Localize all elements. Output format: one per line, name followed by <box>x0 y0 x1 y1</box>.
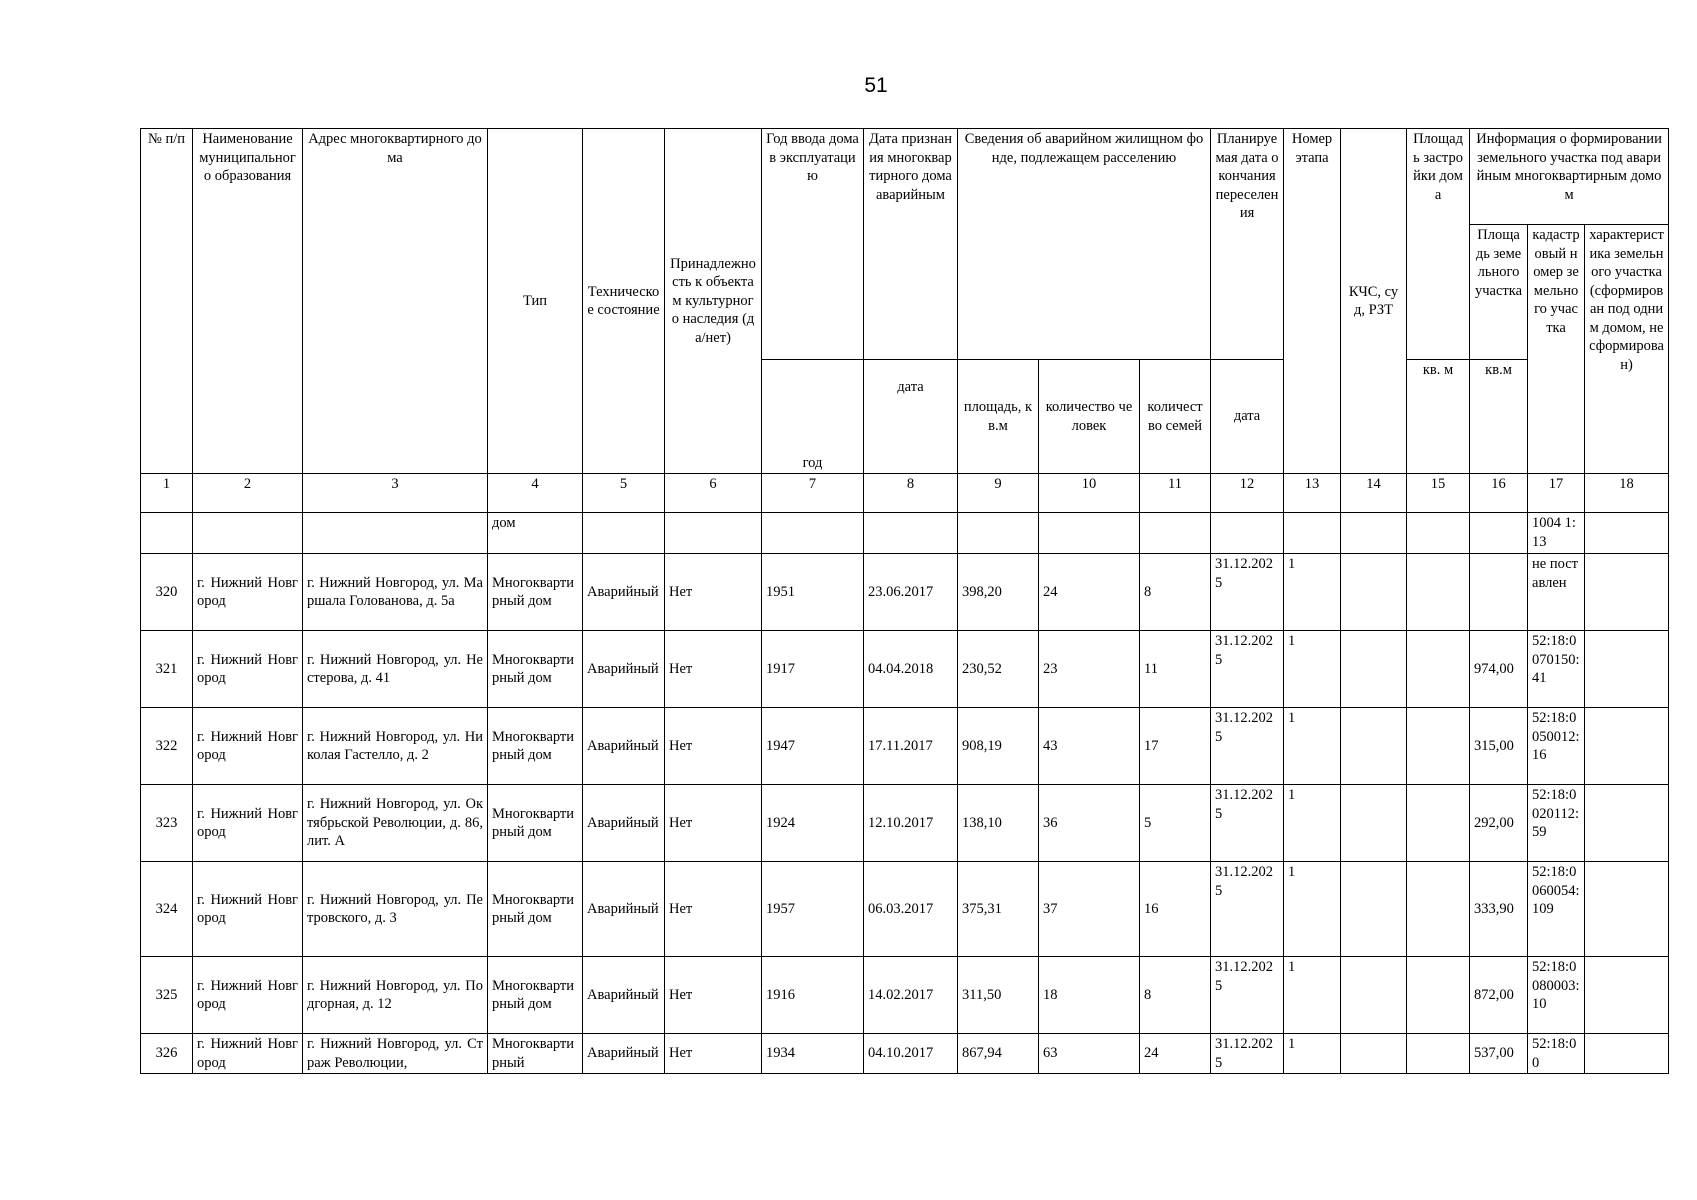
hdr-group-land-plot: Информация о формировании земельного участка под аварийным многоквартирным домом <box>1470 129 1669 225</box>
cell-cadastral: 52:18:0020112:59 <box>1528 785 1585 862</box>
page-number: 51 <box>864 74 888 97</box>
cell-year: 1917 <box>762 631 864 708</box>
cell-people: 63 <box>1039 1034 1140 1074</box>
cell-land-char <box>1585 957 1669 1034</box>
cell-state: Аварийный <box>583 1034 665 1074</box>
cell-built-area <box>1407 1034 1470 1074</box>
cell-date: 06.03.2017 <box>864 862 958 957</box>
cell-stage: 1 <box>1284 708 1341 785</box>
cell-area: 311,50 <box>958 957 1039 1034</box>
cell-land-area <box>1470 554 1528 631</box>
cell-year: 1924 <box>762 785 864 862</box>
cell-end-date: 31.12.2025 <box>1211 957 1284 1034</box>
cell-kchs <box>1341 1034 1407 1074</box>
cell-land-area: 974,00 <box>1470 631 1528 708</box>
cell-municipality: г. Нижний Новгород <box>193 957 303 1034</box>
hdr-year: Год ввода дома в эксплуатацию <box>762 129 864 360</box>
hdr-heritage: Принадлежность к объектам культурного наследия (да/нет) <box>665 129 762 474</box>
cell-year: 1947 <box>762 708 864 785</box>
cell-cadastral: 52:18:0070150:41 <box>1528 631 1585 708</box>
hdr-stage: Номер этапа <box>1284 129 1341 474</box>
cell-built-area <box>1407 957 1470 1034</box>
cell-cadastral: 52:18:00 <box>1528 1034 1585 1074</box>
cell-land-char <box>1585 631 1669 708</box>
hdr-land-char: характеристика земельного участка (сформирован под одним домом, не сформирован) <box>1585 225 1669 474</box>
continuation-type: дом <box>488 513 583 554</box>
column-number: 13 <box>1284 474 1341 513</box>
cell-kchs <box>1341 785 1407 862</box>
cell-heritage: Нет <box>665 708 762 785</box>
cell-address: г. Нижний Новгород, ул. Подгорная, д. 12 <box>303 957 488 1034</box>
hdr-land-area: Площадь земельного участка <box>1470 225 1528 360</box>
cell-land-area: 537,00 <box>1470 1034 1528 1074</box>
hdr-group-emergency-fund: Сведения об аварийном жилищном фонде, подлежащем расселению <box>958 129 1211 360</box>
cell-type: Многоквартирный дом <box>488 708 583 785</box>
column-number: 2 <box>193 474 303 513</box>
cell-kchs <box>1341 554 1407 631</box>
column-number: 14 <box>1341 474 1407 513</box>
hdr-date: Дата признания многоквартирного дома аварийным <box>864 129 958 360</box>
column-number: 11 <box>1140 474 1211 513</box>
hdr-land-area-unit: кв.м <box>1470 360 1528 474</box>
cell-num: 322 <box>141 708 193 785</box>
column-number-row <box>141 474 1669 513</box>
cell-built-area <box>1407 785 1470 862</box>
column-number: 4 <box>488 474 583 513</box>
table-row <box>141 554 1669 631</box>
hdr-municipality: Наименование муниципального образования <box>193 129 303 474</box>
cell-people: 23 <box>1039 631 1140 708</box>
cell-people: 37 <box>1039 862 1140 957</box>
cell-state: Аварийный <box>583 785 665 862</box>
cell-date: 04.04.2018 <box>864 631 958 708</box>
cell-address: г. Нижний Новгород, ул. Маршала Голованова, д. 5а <box>303 554 488 631</box>
cell-end-date: 31.12.2025 <box>1211 862 1284 957</box>
cell-kchs <box>1341 631 1407 708</box>
column-number: 12 <box>1211 474 1284 513</box>
hdr-built-area: Площадь застройки дома <box>1407 129 1470 360</box>
cell-built-area <box>1407 631 1470 708</box>
cell-land-char <box>1585 785 1669 862</box>
cell-year: 1957 <box>762 862 864 957</box>
cell-num: 320 <box>141 554 193 631</box>
column-number: 5 <box>583 474 665 513</box>
cell-date: 12.10.2017 <box>864 785 958 862</box>
hdr-end-date: Планируемая дата окончания переселения <box>1211 129 1284 360</box>
cell-people: 24 <box>1039 554 1140 631</box>
cell-municipality: г. Нижний Новгород <box>193 631 303 708</box>
hdr-type: Тип <box>488 129 583 474</box>
cell-num: 321 <box>141 631 193 708</box>
cell-families: 8 <box>1140 554 1211 631</box>
cell-address: г. Нижний Новгород, ул. Петровского, д. 3 <box>303 862 488 957</box>
cell-stage: 1 <box>1284 1034 1341 1074</box>
cell-date: 23.06.2017 <box>864 554 958 631</box>
cell-num: 323 <box>141 785 193 862</box>
column-number: 8 <box>864 474 958 513</box>
cell-end-date: 31.12.2025 <box>1211 554 1284 631</box>
cell-state: Аварийный <box>583 554 665 631</box>
hdr-date-unit: дата <box>864 360 958 474</box>
cell-stage: 1 <box>1284 862 1341 957</box>
cell-land-char <box>1585 708 1669 785</box>
column-number: 15 <box>1407 474 1470 513</box>
cell-people: 36 <box>1039 785 1140 862</box>
column-number: 9 <box>958 474 1039 513</box>
cell-area: 908,19 <box>958 708 1039 785</box>
cell-kchs <box>1341 708 1407 785</box>
cell-stage: 1 <box>1284 631 1341 708</box>
header-row-1 <box>141 129 1669 225</box>
cell-area: 230,52 <box>958 631 1039 708</box>
continuation-cadastral: 1004 1:13 <box>1528 513 1585 554</box>
cell-land-char <box>1585 862 1669 957</box>
cell-year: 1934 <box>762 1034 864 1074</box>
cell-built-area <box>1407 862 1470 957</box>
column-number: 7 <box>762 474 864 513</box>
cell-end-date: 31.12.2025 <box>1211 708 1284 785</box>
cell-families: 5 <box>1140 785 1211 862</box>
cell-land-area: 333,90 <box>1470 862 1528 957</box>
cell-date: 17.11.2017 <box>864 708 958 785</box>
table-row <box>141 862 1669 957</box>
cell-type: Многоквартирный дом <box>488 631 583 708</box>
cell-area: 138,10 <box>958 785 1039 862</box>
cell-end-date: 31.12.2025 <box>1211 785 1284 862</box>
table-row <box>141 785 1669 862</box>
cell-heritage: Нет <box>665 785 762 862</box>
cell-num: 325 <box>141 957 193 1034</box>
column-number: 16 <box>1470 474 1528 513</box>
cell-families: 11 <box>1140 631 1211 708</box>
column-number: 10 <box>1039 474 1140 513</box>
cell-stage: 1 <box>1284 957 1341 1034</box>
cell-area: 867,94 <box>958 1034 1039 1074</box>
cell-year: 1951 <box>762 554 864 631</box>
cell-date: 14.02.2017 <box>864 957 958 1034</box>
hdr-area: площадь, кв.м <box>958 360 1039 474</box>
cell-heritage: Нет <box>665 957 762 1034</box>
cell-address: г. Нижний Новгород, ул. Октябрьской Революции, д. 86, лит. А <box>303 785 488 862</box>
hdr-end-date-unit: дата <box>1211 360 1284 474</box>
cell-land-area: 872,00 <box>1470 957 1528 1034</box>
cell-heritage: Нет <box>665 631 762 708</box>
cell-state: Аварийный <box>583 631 665 708</box>
cell-cadastral: 52:18:0080003:10 <box>1528 957 1585 1034</box>
cell-type: Многоквартирный дом <box>488 785 583 862</box>
hdr-address: Адрес многоквартирного дома <box>303 129 488 474</box>
cell-municipality: г. Нижний Новгород <box>193 785 303 862</box>
hdr-families: количество семей <box>1140 360 1211 474</box>
cell-families: 16 <box>1140 862 1211 957</box>
housing-register-table <box>140 128 1669 1074</box>
continuation-row <box>141 513 1669 554</box>
cell-address: г. Нижний Новгород, ул. Николая Гастелло, д. 2 <box>303 708 488 785</box>
column-number: 3 <box>303 474 488 513</box>
cell-municipality: г. Нижний Новгород <box>193 554 303 631</box>
cell-heritage: Нет <box>665 554 762 631</box>
cell-state: Аварийный <box>583 708 665 785</box>
cell-municipality: г. Нижний Новгород <box>193 1034 303 1074</box>
cell-built-area <box>1407 708 1470 785</box>
cell-area: 375,31 <box>958 862 1039 957</box>
cell-heritage: Нет <box>665 862 762 957</box>
cell-kchs <box>1341 862 1407 957</box>
cell-date: 04.10.2017 <box>864 1034 958 1074</box>
cell-families: 17 <box>1140 708 1211 785</box>
cell-end-date: 31.12.2025 <box>1211 631 1284 708</box>
hdr-state: Техническое состояние <box>583 129 665 474</box>
cell-land-char <box>1585 1034 1669 1074</box>
cell-year: 1916 <box>762 957 864 1034</box>
cell-land-char <box>1585 554 1669 631</box>
table-row <box>141 1034 1669 1074</box>
hdr-built-area-unit: кв. м <box>1407 360 1470 474</box>
cell-families: 8 <box>1140 957 1211 1034</box>
cell-num: 324 <box>141 862 193 957</box>
cell-area: 398,20 <box>958 554 1039 631</box>
cell-end-date: 31.12.2025 <box>1211 1034 1284 1074</box>
cell-num: 326 <box>141 1034 193 1074</box>
table-row <box>141 957 1669 1034</box>
cell-address: г. Нижний Новгород, ул. Нестерова, д. 41 <box>303 631 488 708</box>
table-row <box>141 631 1669 708</box>
cell-state: Аварийный <box>583 862 665 957</box>
cell-people: 18 <box>1039 957 1140 1034</box>
hdr-num: № п/п <box>141 129 193 474</box>
column-number: 18 <box>1585 474 1669 513</box>
cell-type: Многоквартирный дом <box>488 957 583 1034</box>
cell-type: Многоквартирный дом <box>488 862 583 957</box>
cell-type: Многоквартирный дом <box>488 554 583 631</box>
column-number: 17 <box>1528 474 1585 513</box>
column-number: 1 <box>141 474 193 513</box>
hdr-kchs: КЧС, суд, РЗТ <box>1341 129 1407 474</box>
cell-municipality: г. Нижний Новгород <box>193 862 303 957</box>
cell-state: Аварийный <box>583 957 665 1034</box>
cell-address: г. Нижний Новгород, ул. Страж Революции, <box>303 1034 488 1074</box>
table-row <box>141 708 1669 785</box>
cell-type: Многоквартирный <box>488 1034 583 1074</box>
cell-land-area: 315,00 <box>1470 708 1528 785</box>
cell-families: 24 <box>1140 1034 1211 1074</box>
cell-heritage: Нет <box>665 1034 762 1074</box>
cell-built-area <box>1407 554 1470 631</box>
cell-people: 43 <box>1039 708 1140 785</box>
cell-land-area: 292,00 <box>1470 785 1528 862</box>
hdr-people: количество человек <box>1039 360 1140 474</box>
cell-cadastral: 52:18:0060054:109 <box>1528 862 1585 957</box>
hdr-year-unit: год <box>762 360 864 474</box>
cell-cadastral: 52:18:0050012:16 <box>1528 708 1585 785</box>
cell-kchs <box>1341 957 1407 1034</box>
cell-cadastral: не поставлен <box>1528 554 1585 631</box>
cell-municipality: г. Нижний Новгород <box>193 708 303 785</box>
hdr-cadastral: кадастровый номер земельного участка <box>1528 225 1585 474</box>
cell-stage: 1 <box>1284 785 1341 862</box>
column-number: 6 <box>665 474 762 513</box>
cell-stage: 1 <box>1284 554 1341 631</box>
